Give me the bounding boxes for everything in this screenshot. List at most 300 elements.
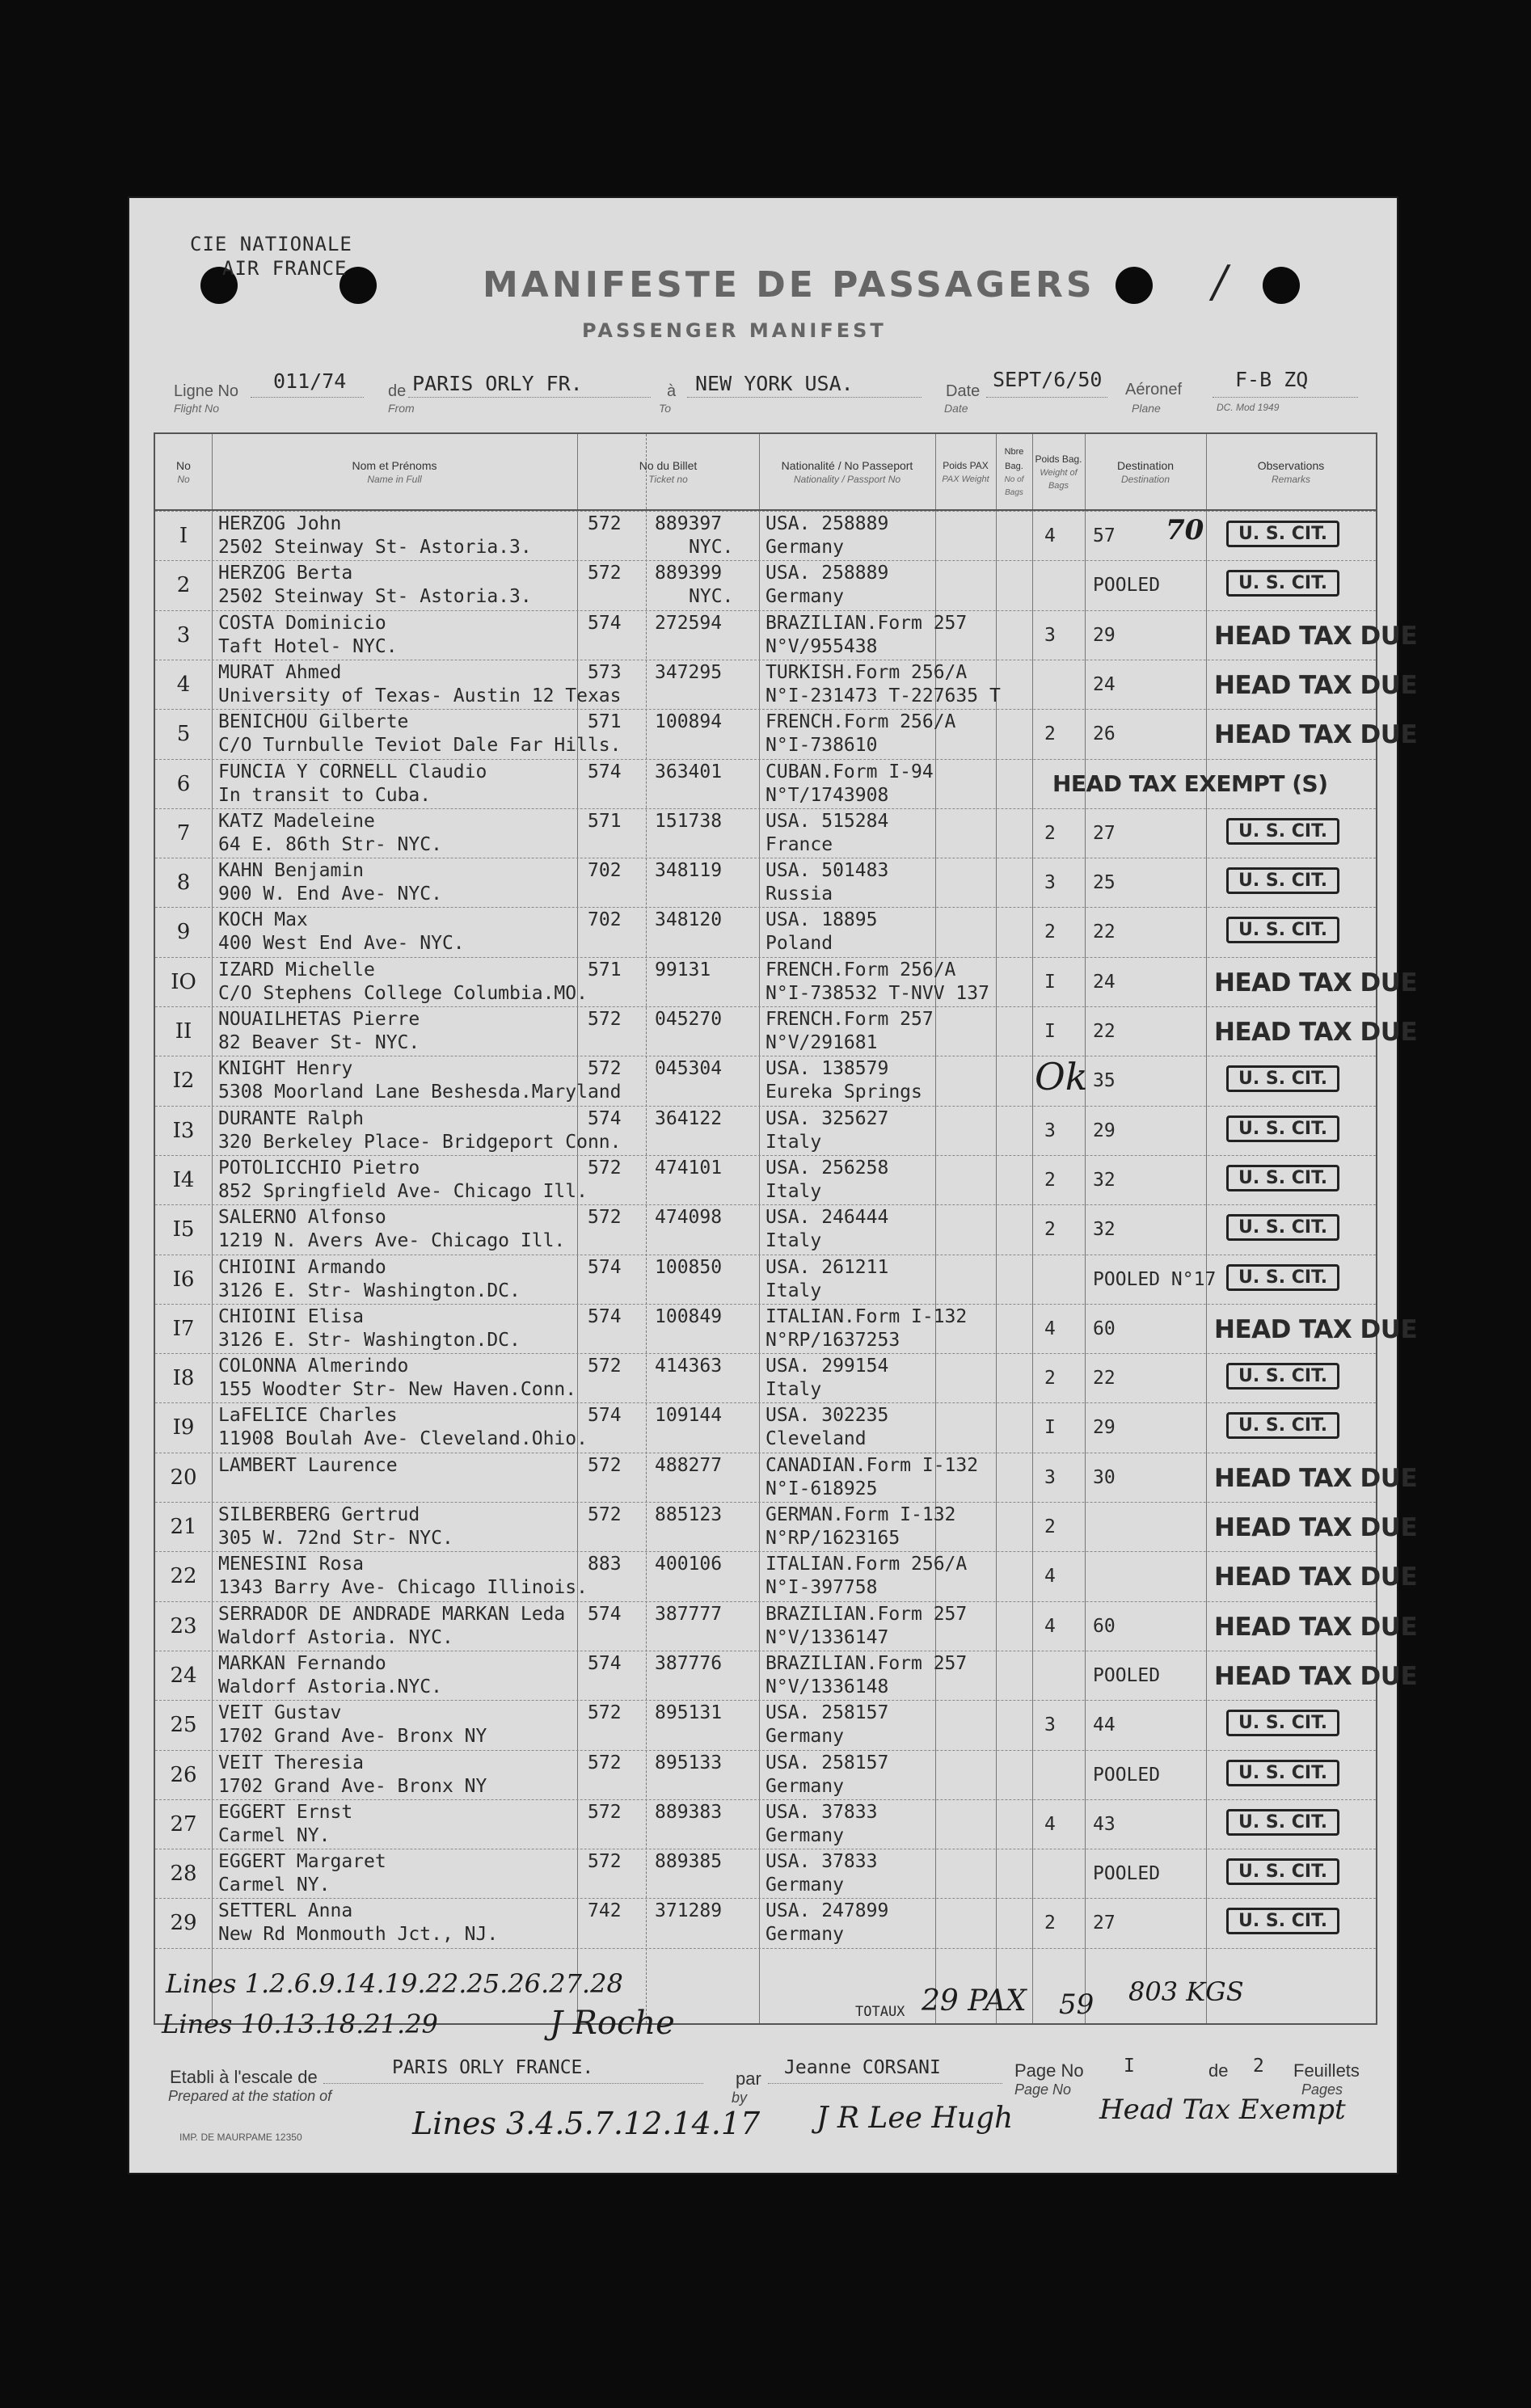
table-row <box>155 1601 1418 1651</box>
table-row <box>155 808 1376 858</box>
passenger-name: CHIOINI Armando <box>218 1257 386 1278</box>
ticket-prefix: 572 <box>588 1504 622 1525</box>
ticket-prefix: 572 <box>588 1356 622 1377</box>
remark-stamp: U. S. CIT. <box>1226 1809 1339 1836</box>
bag-weight: POOLED N°17 <box>1093 1269 1217 1290</box>
annotation-lines-a: Lines 1.2.6.9.14.19.22.25.26.27.28 <box>166 1968 623 1999</box>
table-row <box>155 1204 1376 1254</box>
passenger-name: VEIT Gustav <box>218 1702 342 1723</box>
ticket-number: 474101 <box>655 1158 723 1179</box>
bag-count: 3 <box>1044 1467 1056 1488</box>
bag-weight: 43 <box>1093 1814 1116 1835</box>
nationality: USA. 302235 <box>766 1405 889 1426</box>
nationality: USA. 325627 <box>766 1108 889 1129</box>
remark-stamp: U. S. CIT. <box>1226 818 1339 845</box>
passport-number: N°RP/1623165 <box>766 1528 900 1549</box>
remark-stamp: U. S. CIT. <box>1226 1710 1339 1736</box>
passenger-address: 400 West End Ave- NYC. <box>218 933 465 954</box>
nationality: USA. 256258 <box>766 1158 889 1179</box>
nationality: FRENCH.Form 256/A <box>766 959 956 980</box>
bag-count: 3 <box>1044 872 1056 893</box>
totals-weight: 803 KGS <box>1128 1976 1244 2007</box>
bag-count: I <box>1044 1021 1056 1042</box>
remark-stamp: HEAD TAX DUE <box>1214 968 1418 997</box>
nationality: USA. 247899 <box>766 1900 889 1921</box>
row-number: 5 <box>176 722 191 746</box>
bag-count: 3 <box>1044 625 1056 646</box>
ticket-number: 109144 <box>655 1405 723 1426</box>
printer-imprint: IMP. DE MAURPAME 12350 <box>179 2132 302 2143</box>
table-row <box>155 1849 1376 1898</box>
prepared-label-en: Prepared at the station of <box>168 2088 332 2104</box>
row-number: IO <box>171 970 196 994</box>
bag-count: 2 <box>1044 723 1056 744</box>
passenger-name: LAMBERT Laurence <box>218 1455 398 1476</box>
annotation-lines-c: Lines 3.4.5.7.12.14.17 <box>412 2106 761 2141</box>
ticket-prefix: 572 <box>588 1802 622 1823</box>
remark-stamp: U. S. CIT. <box>1226 1214 1339 1241</box>
passenger-name: MENESINI Rosa <box>218 1554 365 1575</box>
passport-number: Germany <box>766 586 844 607</box>
bag-weight: 25 <box>1093 872 1116 893</box>
flight-date: SEPT/6/50 <box>993 368 1103 391</box>
table-row <box>155 1304 1418 1353</box>
passport-number: Cleveland <box>766 1428 867 1449</box>
passport-number: N°V/291681 <box>766 1032 878 1053</box>
col-header-remarks: Observations Remarks <box>1257 458 1325 485</box>
ticket-number: 045270 <box>655 1009 723 1030</box>
ticket-number: 348119 <box>655 860 723 881</box>
remark-stamp: HEAD TAX DUE <box>1214 1315 1418 1344</box>
passenger-name: EGGERT Ernst <box>218 1802 353 1823</box>
bag-weight: 27 <box>1093 1912 1116 1934</box>
table-row <box>155 511 1376 560</box>
bag-count: 4 <box>1044 1814 1056 1835</box>
passport-number: Russia <box>766 883 833 905</box>
ticket-prefix: 572 <box>588 1158 622 1179</box>
nationality: FRENCH.Form 257 <box>766 1009 934 1030</box>
bag-count: 4 <box>1044 1318 1056 1339</box>
ticket-prefix: 574 <box>588 1257 622 1278</box>
bag-weight: 29 <box>1093 1120 1116 1141</box>
pages-label-en: Pages <box>1301 2081 1343 2098</box>
ticket-prefix: 574 <box>588 1306 622 1327</box>
passport-number: Germany <box>766 537 844 558</box>
passenger-name: VEIT Theresia <box>218 1752 365 1773</box>
passenger-name: MARKAN Fernando <box>218 1653 386 1674</box>
page-count: 2 <box>1253 2056 1264 2077</box>
row-number: 22 <box>170 1564 197 1588</box>
ticket-prefix: 571 <box>588 711 622 732</box>
col-header-bag-count: Nbre Bag. No of Bags <box>1004 446 1024 497</box>
bag-weight: 29 <box>1093 1417 1116 1438</box>
table-row <box>155 1402 1376 1452</box>
ticket-number: 100850 <box>655 1257 723 1278</box>
passport-number: N°I-738532 T-NVV 137 <box>766 983 989 1004</box>
bag-weight: 60 <box>1093 1318 1116 1339</box>
passenger-address: 1702 Grand Ave- Bronx NY <box>218 1776 487 1797</box>
passenger-address: Taft Hotel- NYC. <box>218 636 398 657</box>
ticket-prefix: 574 <box>588 1653 622 1674</box>
remark-stamp: HEAD TAX DUE <box>1214 720 1418 749</box>
prepared-label: Etabli à l'escale de <box>170 2067 318 2087</box>
page-label: Page No <box>1014 2060 1084 2081</box>
nationality: GERMAN.Form I-132 <box>766 1504 956 1525</box>
passenger-name: NOUAILHETAS Pierre <box>218 1009 420 1030</box>
bag-count: 3 <box>1044 1714 1056 1735</box>
nationality: USA. 37833 <box>766 1851 878 1872</box>
remark-stamp: HEAD TAX DUE <box>1214 1513 1418 1542</box>
row-number: II <box>175 1019 192 1044</box>
remark-stamp: U. S. CIT. <box>1226 570 1339 597</box>
of-label: de <box>1208 2060 1229 2081</box>
bag-count: 2 <box>1044 1516 1056 1537</box>
remark-stamp: U. S. CIT. <box>1226 1760 1339 1786</box>
bag-weight: 22 <box>1093 1368 1116 1389</box>
passenger-name: CHIOINI Elisa <box>218 1306 365 1327</box>
row-number: I4 <box>172 1168 195 1192</box>
date-label-en: Date <box>944 402 968 415</box>
passport-number: Eureka Springs <box>766 1082 922 1103</box>
passenger-address: 64 E. 86th Str- NYC. <box>218 834 442 855</box>
ok-mark: Ok <box>1035 1055 1088 1099</box>
bag-weight: 30 <box>1093 1467 1116 1488</box>
bag-weight: 29 <box>1093 625 1116 646</box>
table-row <box>155 1898 1376 1947</box>
nationality: USA. 258157 <box>766 1702 889 1723</box>
passenger-name: HERZOG John <box>218 513 342 534</box>
nationality: USA. 261211 <box>766 1257 889 1278</box>
remark-stamp: HEAD TAX DUE <box>1214 1018 1418 1047</box>
bag-weight: POOLED <box>1093 1665 1161 1686</box>
row-number: 6 <box>176 772 191 796</box>
passport-number: France <box>766 834 833 855</box>
bag-weight: 32 <box>1093 1170 1116 1191</box>
row-number: 28 <box>170 1862 197 1886</box>
bag-count: 4 <box>1044 1566 1056 1587</box>
passport-number: Germany <box>766 1875 844 1896</box>
table-row <box>155 1255 1376 1304</box>
passenger-address: Carmel NY. <box>218 1875 331 1896</box>
ticket-prefix: 742 <box>588 1900 622 1921</box>
prepared-by: Jeanne CORSANI <box>784 2057 941 2078</box>
remark-stamp: HEAD TAX DUE <box>1214 1562 1418 1592</box>
passenger-address: New Rd Monmouth Jct., NJ. <box>218 1924 499 1945</box>
table-row <box>155 1700 1376 1749</box>
remark-stamp: U. S. CIT. <box>1226 867 1339 894</box>
ticket-number: 99131 <box>655 959 711 980</box>
row-number: 23 <box>170 1614 197 1638</box>
passenger-address: Carmel NY. <box>218 1825 331 1846</box>
ticket-number: 488277 <box>655 1455 723 1476</box>
row-number: 20 <box>170 1465 197 1490</box>
nationality: ITALIAN.Form I-132 <box>766 1306 968 1327</box>
ticket-number: 151738 <box>655 811 723 832</box>
head-tax-exempt-note: Head Tax Exempt <box>1099 2094 1346 2126</box>
passport-number: Germany <box>766 1776 844 1797</box>
passenger-address: 1702 Grand Ave- Bronx NY <box>218 1726 487 1747</box>
passenger-table <box>154 432 1418 2025</box>
table-row <box>155 709 1418 758</box>
ticket-number: 272594 <box>655 613 723 634</box>
row-number: I <box>179 524 188 548</box>
nationality: USA. 258157 <box>766 1752 889 1773</box>
passenger-address: In transit to Cuba. <box>218 785 432 806</box>
table-row <box>155 560 1376 609</box>
passenger-address: University of Texas- Austin 12 Texas <box>218 685 622 706</box>
table-row <box>155 1453 1418 1502</box>
col-header-bag-weight: Poids Bag. Weight of Bags <box>1035 453 1082 491</box>
ticket-prefix: 574 <box>588 613 622 634</box>
ticket-prefix: 572 <box>588 563 622 584</box>
passport-number: Germany <box>766 1825 844 1846</box>
remark-stamp: HEAD TAX DUE <box>1214 1613 1418 1642</box>
ticket-number: 885123 <box>655 1504 723 1525</box>
nationality: FRENCH.Form 256/A <box>766 711 956 732</box>
passenger-address: C/O Turnbulle Teviot Dale Far Hills. <box>218 735 622 756</box>
remark-stamp: HEAD TAX DUE <box>1214 1464 1418 1493</box>
row-number: I3 <box>172 1119 195 1143</box>
row-number: 8 <box>176 871 191 895</box>
ticket-number: 045304 <box>655 1058 723 1079</box>
ticket-extra: NYC. <box>689 537 734 558</box>
nationality: BRAZILIAN.Form 257 <box>766 613 968 634</box>
col-header-no: No No <box>176 458 191 485</box>
bag-weight: 35 <box>1093 1070 1116 1091</box>
row-number: I8 <box>172 1366 195 1390</box>
passenger-name: MURAT Ahmed <box>218 662 342 683</box>
bag-weight: 44 <box>1093 1714 1116 1735</box>
manifest-sheet <box>129 198 1418 2173</box>
table-row <box>155 1551 1418 1600</box>
ticket-number: 474098 <box>655 1207 723 1228</box>
passenger-name: SETTERL Anna <box>218 1900 353 1921</box>
remark-stamp: U. S. CIT. <box>1226 1165 1339 1191</box>
row-number: I6 <box>172 1267 195 1292</box>
remark-stamp: HEAD TAX DUE <box>1214 622 1418 651</box>
ticket-prefix: 572 <box>588 1851 622 1872</box>
table-row <box>155 1750 1376 1799</box>
remark-stamp: HEAD TAX DUE <box>1214 1662 1418 1691</box>
remark-stamp: U. S. CIT. <box>1226 1264 1339 1291</box>
ticket-number: 363401 <box>655 761 723 782</box>
passenger-name: KAHN Benjamin <box>218 860 365 881</box>
passenger-address: 2502 Steinway St- Astoria.3. <box>218 537 532 558</box>
passport-number: Germany <box>766 1726 844 1747</box>
row-number: 4 <box>176 673 191 697</box>
ticket-prefix: 572 <box>588 1009 622 1030</box>
row-number: I7 <box>172 1317 195 1341</box>
bag-count: 4 <box>1044 1616 1056 1637</box>
ticket-number: 895131 <box>655 1702 723 1723</box>
ticket-prefix: 572 <box>588 1058 622 1079</box>
row-number: 9 <box>176 920 191 944</box>
company-name: CIE NATIONALE AIR FRANCE <box>190 233 352 280</box>
ticket-prefix: 883 <box>588 1554 622 1575</box>
totals-label: TOTAUX <box>855 2004 905 2020</box>
passenger-address: 11908 Boulah Ave- Cleveland.Ohio. <box>218 1428 588 1449</box>
table-row <box>155 660 1418 709</box>
ticket-prefix: 702 <box>588 860 622 881</box>
table-row <box>155 1502 1418 1551</box>
nationality: CANADIAN.Form I-132 <box>766 1455 979 1476</box>
passport-number: Italy <box>766 1280 822 1301</box>
passport-number: N°V/955438 <box>766 636 878 657</box>
ticket-number: 364122 <box>655 1108 723 1129</box>
remark-stamp: HEAD TAX EXEMPT (S) <box>1052 770 1328 797</box>
ticket-prefix: 571 <box>588 959 622 980</box>
row-number: I2 <box>172 1069 195 1093</box>
row-number: 25 <box>170 1713 197 1737</box>
bag-weight: 60 <box>1093 1616 1116 1637</box>
nationality: BRAZILIAN.Form 257 <box>766 1604 968 1625</box>
col-header-ticket: No du Billet Ticket no <box>639 458 698 485</box>
bag-weight: 32 <box>1093 1219 1116 1240</box>
row-number: I9 <box>172 1415 195 1440</box>
bag-count: 2 <box>1044 1912 1056 1934</box>
passenger-name: BENICHOU Gilberte <box>218 711 409 732</box>
row-number: I5 <box>172 1217 195 1242</box>
remark-stamp: U. S. CIT. <box>1226 1363 1339 1390</box>
by-label: par <box>736 2069 761 2089</box>
bag-weight: POOLED <box>1093 575 1161 596</box>
ticket-prefix: 572 <box>588 1752 622 1773</box>
ticket-prefix: 574 <box>588 1108 622 1129</box>
passport-number: N°RP/1637253 <box>766 1330 900 1351</box>
page-number: I <box>1124 2056 1135 2077</box>
to-label-en: To <box>659 402 672 415</box>
passenger-name: EGGERT Margaret <box>218 1851 386 1872</box>
date-label: Date <box>946 382 981 400</box>
passenger-address: 305 W. 72nd Str- NYC. <box>218 1528 453 1549</box>
col-header-nationality: Nationalité / No Passeport Nationality / Passport No <box>781 458 913 485</box>
passport-number: Germany <box>766 1924 844 1945</box>
passport-number: Poland <box>766 933 833 954</box>
row-number: 21 <box>170 1515 197 1539</box>
document-title: MANIFESTE DE PASSAGERS <box>483 264 1095 306</box>
nationality: USA. 138579 <box>766 1058 889 1079</box>
table-row <box>155 957 1418 1006</box>
passenger-address: 320 Berkeley Place- Bridgeport Conn. <box>218 1132 622 1153</box>
passenger-address: 5308 Moorland Lane Beshesda.Maryland <box>218 1082 622 1103</box>
bag-count: 2 <box>1044 823 1056 844</box>
nationality: BRAZILIAN.Form 257 <box>766 1653 968 1674</box>
table-row <box>155 1651 1418 1700</box>
passenger-address: 1343 Barry Ave- Chicago Illinois. <box>218 1577 588 1598</box>
passenger-name: LaFELICE Charles <box>218 1405 398 1426</box>
table-row <box>155 858 1376 907</box>
passenger-name: KATZ Madeleine <box>218 811 375 832</box>
ticket-prefix: 574 <box>588 761 622 782</box>
passenger-name: HERZOG Berta <box>218 563 353 584</box>
destination: 70 <box>1166 514 1204 546</box>
page-label-en: Page No <box>1014 2081 1072 2098</box>
bag-weight: POOLED <box>1093 1863 1161 1884</box>
table-row <box>155 1353 1376 1402</box>
passenger-name: KOCH Max <box>218 909 308 930</box>
passport-number: Italy <box>766 1230 822 1251</box>
bag-count: I <box>1044 1417 1056 1438</box>
ticket-prefix: 573 <box>588 662 622 683</box>
row-number: 26 <box>170 1763 197 1787</box>
bag-count: 2 <box>1044 1219 1056 1240</box>
table-row <box>155 1155 1376 1204</box>
bag-weight: 57 <box>1093 525 1116 546</box>
nationality: TURKISH.Form 256/A <box>766 662 968 683</box>
remark-stamp: U. S. CIT. <box>1226 1065 1339 1092</box>
from-airport: PARIS ORLY FR. <box>412 372 583 395</box>
signature-1: J Roche <box>550 2005 675 2042</box>
bag-weight: 22 <box>1093 921 1116 943</box>
remark-stamp: HEAD TAX DUE <box>1214 671 1418 700</box>
passenger-name: COSTA Dominicio <box>218 613 386 634</box>
table-row <box>155 1106 1376 1155</box>
passenger-name: DURANTE Ralph <box>218 1108 365 1129</box>
by-label-en: by <box>732 2090 748 2106</box>
ticket-prefix: 702 <box>588 909 622 930</box>
bag-weight: 22 <box>1093 1021 1116 1042</box>
passport-number: N°I-738610 <box>766 735 878 756</box>
passport-number: Italy <box>766 1181 822 1202</box>
passenger-address: Waldorf Astoria. NYC. <box>218 1627 453 1648</box>
ticket-prefix: 572 <box>588 1207 622 1228</box>
remark-stamp: U. S. CIT. <box>1226 1115 1339 1142</box>
passport-number: N°I-618925 <box>766 1478 878 1499</box>
remark-stamp: U. S. CIT. <box>1226 1908 1339 1934</box>
passenger-address: 82 Beaver St- NYC. <box>218 1032 420 1053</box>
row-number: 27 <box>170 1812 197 1837</box>
bag-count: I <box>1044 972 1056 993</box>
ticket-number: 400106 <box>655 1554 723 1575</box>
passport-number: N°I-397758 <box>766 1577 878 1598</box>
nationality: USA. 299154 <box>766 1356 889 1377</box>
ticket-prefix: 572 <box>588 1455 622 1476</box>
plane-label-en: Plane <box>1132 402 1161 415</box>
row-number: 7 <box>176 821 191 846</box>
passenger-address: 1219 N. Avers Ave- Chicago Ill. <box>218 1230 566 1251</box>
bag-count: 3 <box>1044 1120 1056 1141</box>
bag-weight: POOLED <box>1093 1765 1161 1786</box>
ticket-number: 889383 <box>655 1802 723 1823</box>
passenger-address: 155 Woodter Str- New Haven.Conn. <box>218 1379 577 1400</box>
ticket-number: 387776 <box>655 1653 723 1674</box>
passenger-name: SILBERBERG Gertrud <box>218 1504 420 1525</box>
ticket-number: 895133 <box>655 1752 723 1773</box>
passenger-address: 852 Springfield Ave- Chicago Ill. <box>218 1181 588 1202</box>
nationality: USA. 246444 <box>766 1207 889 1228</box>
row-number: 29 <box>170 1911 197 1935</box>
ticket-prefix: 572 <box>588 513 622 534</box>
flight-label: Ligne No <box>174 382 239 400</box>
table-row <box>155 907 1376 956</box>
remark-stamp: U. S. CIT. <box>1226 1858 1339 1885</box>
plane-registration: F-B ZQ <box>1235 368 1309 391</box>
annotation-lines-b: Lines 10.13.18.21.29 <box>162 2009 438 2039</box>
passenger-name: IZARD Michelle <box>218 959 375 980</box>
ticket-prefix: 572 <box>588 1702 622 1723</box>
bag-weight: 27 <box>1093 823 1116 844</box>
plane-label: Aéronef <box>1125 381 1183 399</box>
ticket-prefix: 574 <box>588 1405 622 1426</box>
nationality: USA. 501483 <box>766 860 889 881</box>
pages-label: Feuillets <box>1293 2060 1360 2081</box>
row-number: 2 <box>176 573 191 597</box>
passenger-address: 3126 E. Str- Washington.DC. <box>218 1280 521 1301</box>
flight-number: 011/74 <box>273 369 347 393</box>
passenger-address: Waldorf Astoria.NYC. <box>218 1676 442 1697</box>
passport-number: N°I-231473 T-227635 T <box>766 685 1001 706</box>
ticket-number: 889385 <box>655 1851 723 1872</box>
